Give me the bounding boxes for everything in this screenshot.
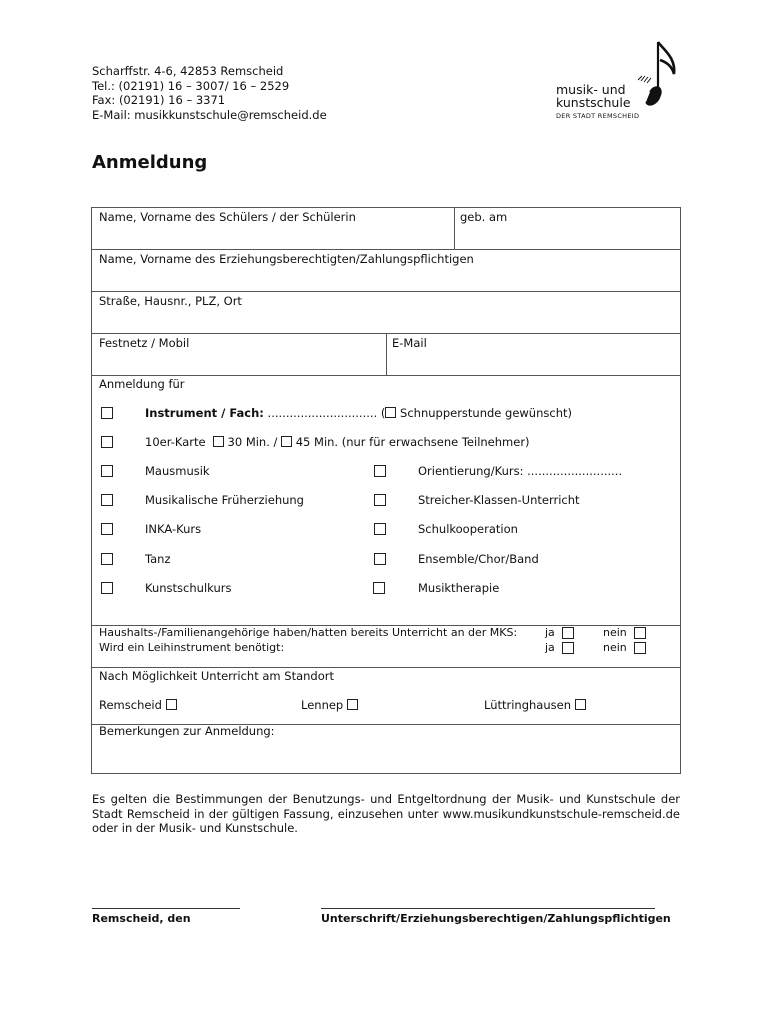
row-divider [92, 375, 680, 376]
min30-label: 30 Min. / [227, 435, 278, 449]
logo-subtitle: DER STADT REMSCHEID [556, 112, 640, 120]
address-street: Scharffstr. 4-6, 42853 Remscheid [92, 64, 284, 78]
location-luettringhausen [484, 698, 586, 712]
registration-for-label: Anmeldung für [99, 377, 185, 391]
household-no-checkbox[interactable] [634, 627, 646, 639]
option-schulkooperation: Schulkooperation [418, 522, 518, 536]
option-kunstschulkurs: Kunstschulkurs [145, 581, 232, 595]
option-checkbox[interactable] [101, 465, 113, 477]
page-title: Anmeldung [92, 152, 208, 173]
option-checkbox[interactable] [374, 494, 386, 506]
instrument-checkbox[interactable] [101, 407, 113, 419]
date-signature-line[interactable] [92, 908, 240, 909]
option-frueherziehung: Musikalische Früherziehung [145, 493, 304, 507]
signature-line[interactable] [321, 908, 655, 909]
location-label: Nach Möglichkeit Unterricht am Standort [99, 669, 334, 683]
row-divider [92, 249, 680, 250]
option-orientierung: Orientierung/Kurs: .......................... [418, 464, 623, 478]
rental-yes-label: ja [545, 641, 555, 654]
tencard-row [145, 435, 530, 449]
trial-prefix: ( [380, 406, 386, 420]
option-mausmusik: Mausmusik [145, 464, 210, 478]
option-musiktherapie: Musiktherapie [418, 581, 500, 595]
household-question: Haushalts-/Familienangehörige haben/hatten bereits Unterricht an der MKS: [99, 626, 518, 639]
location-luettringhausen-label: Lüttringhausen [484, 698, 572, 712]
phone-field[interactable]: Festnetz / Mobil [99, 336, 190, 350]
location-remscheid [99, 698, 177, 712]
trial-lesson-label: Schnupperstunde gewünscht) [400, 406, 572, 420]
school-address [92, 64, 327, 122]
min30-checkbox[interactable] [213, 436, 224, 447]
col-divider [454, 208, 455, 249]
place-date-label: Remscheid, den [92, 912, 191, 925]
household-yes-checkbox[interactable] [562, 627, 574, 639]
address-phone: Tel.: (02191) 16 – 3007/ 16 – 2529 [92, 78, 290, 93]
min45-label: 45 Min. (nur für erwachsene Teilnehmer) [295, 435, 530, 449]
option-checkbox[interactable] [374, 553, 386, 565]
rental-question: Wird ein Leihinstrument benötigt: [99, 641, 285, 654]
tencard-label: 10er-Karte [145, 435, 206, 449]
logo-line2: kunstschule [556, 95, 631, 110]
address-fax: Fax: (02191) 16 – 3371 [92, 93, 226, 107]
location-luettringhausen-checkbox[interactable] [575, 699, 586, 710]
option-checkbox[interactable] [374, 465, 386, 477]
location-lennep-checkbox[interactable] [347, 699, 358, 710]
remarks-field[interactable]: Bemerkungen zur Anmeldung: [99, 724, 275, 738]
location-remscheid-label: Remscheid [99, 698, 162, 712]
row-divider [92, 291, 680, 292]
option-checkbox[interactable] [374, 523, 386, 535]
trial-lesson-checkbox[interactable] [385, 407, 396, 418]
registration-form [91, 207, 681, 774]
option-ensemble: Ensemble/Chor/Band [418, 552, 539, 566]
option-tanz: Tanz [145, 552, 171, 566]
row-divider [92, 667, 680, 668]
col-divider [386, 333, 387, 375]
instrument-row [145, 406, 572, 420]
instrument-label: Instrument / Fach: [145, 406, 264, 420]
tencard-checkbox[interactable] [101, 436, 113, 448]
rental-no-label: nein [603, 641, 627, 654]
option-streicher: Streicher-Klassen-Unterricht [418, 493, 580, 507]
location-lennep-label: Lennep [301, 698, 344, 712]
min45-checkbox[interactable] [281, 436, 292, 447]
signature-label: Unterschrift/Erziehungsberechtigen/Zahlungspflichtigen [321, 912, 671, 925]
student-name-field[interactable]: Name, Vorname des Schülers / der Schülerin [99, 210, 356, 224]
option-checkbox[interactable] [101, 582, 113, 594]
option-checkbox[interactable] [101, 553, 113, 565]
terms-text: Es gelten die Bestimmungen der Benutzungs- und Entgeltordnung der Musik- und Kunstschule der Stadt Remscheid in der gültigen Fassung, einzusehen unter www.musikundkunstschule-remscheid.de oder in der Musik- und Kunstschule. [92, 792, 680, 835]
option-checkbox[interactable] [101, 494, 113, 506]
guardian-name-field[interactable]: Name, Vorname des Erziehungsberechtigten/Zahlungspflichtigen [99, 252, 474, 266]
location-lennep [301, 698, 358, 712]
household-no-label: nein [603, 626, 627, 639]
option-checkbox[interactable] [373, 582, 385, 594]
rental-yes-checkbox[interactable] [562, 642, 574, 654]
logo-wordmark [556, 83, 631, 109]
rental-no-checkbox[interactable] [634, 642, 646, 654]
instrument-dots: .............................. [267, 406, 378, 420]
household-yes-label: ja [545, 626, 555, 639]
location-remscheid-checkbox[interactable] [166, 699, 177, 710]
option-checkbox[interactable] [101, 523, 113, 535]
address-email: E-Mail: musikkunstschule@remscheid.de [92, 107, 327, 122]
birthdate-field[interactable]: geb. am [460, 210, 508, 224]
school-logo [556, 40, 681, 124]
option-inka-kurs: INKA-Kurs [145, 522, 202, 536]
address-field[interactable]: Straße, Hausnr., PLZ, Ort [99, 294, 242, 308]
email-field[interactable]: E-Mail [392, 336, 427, 350]
logo-line1: musik- und [556, 82, 626, 97]
